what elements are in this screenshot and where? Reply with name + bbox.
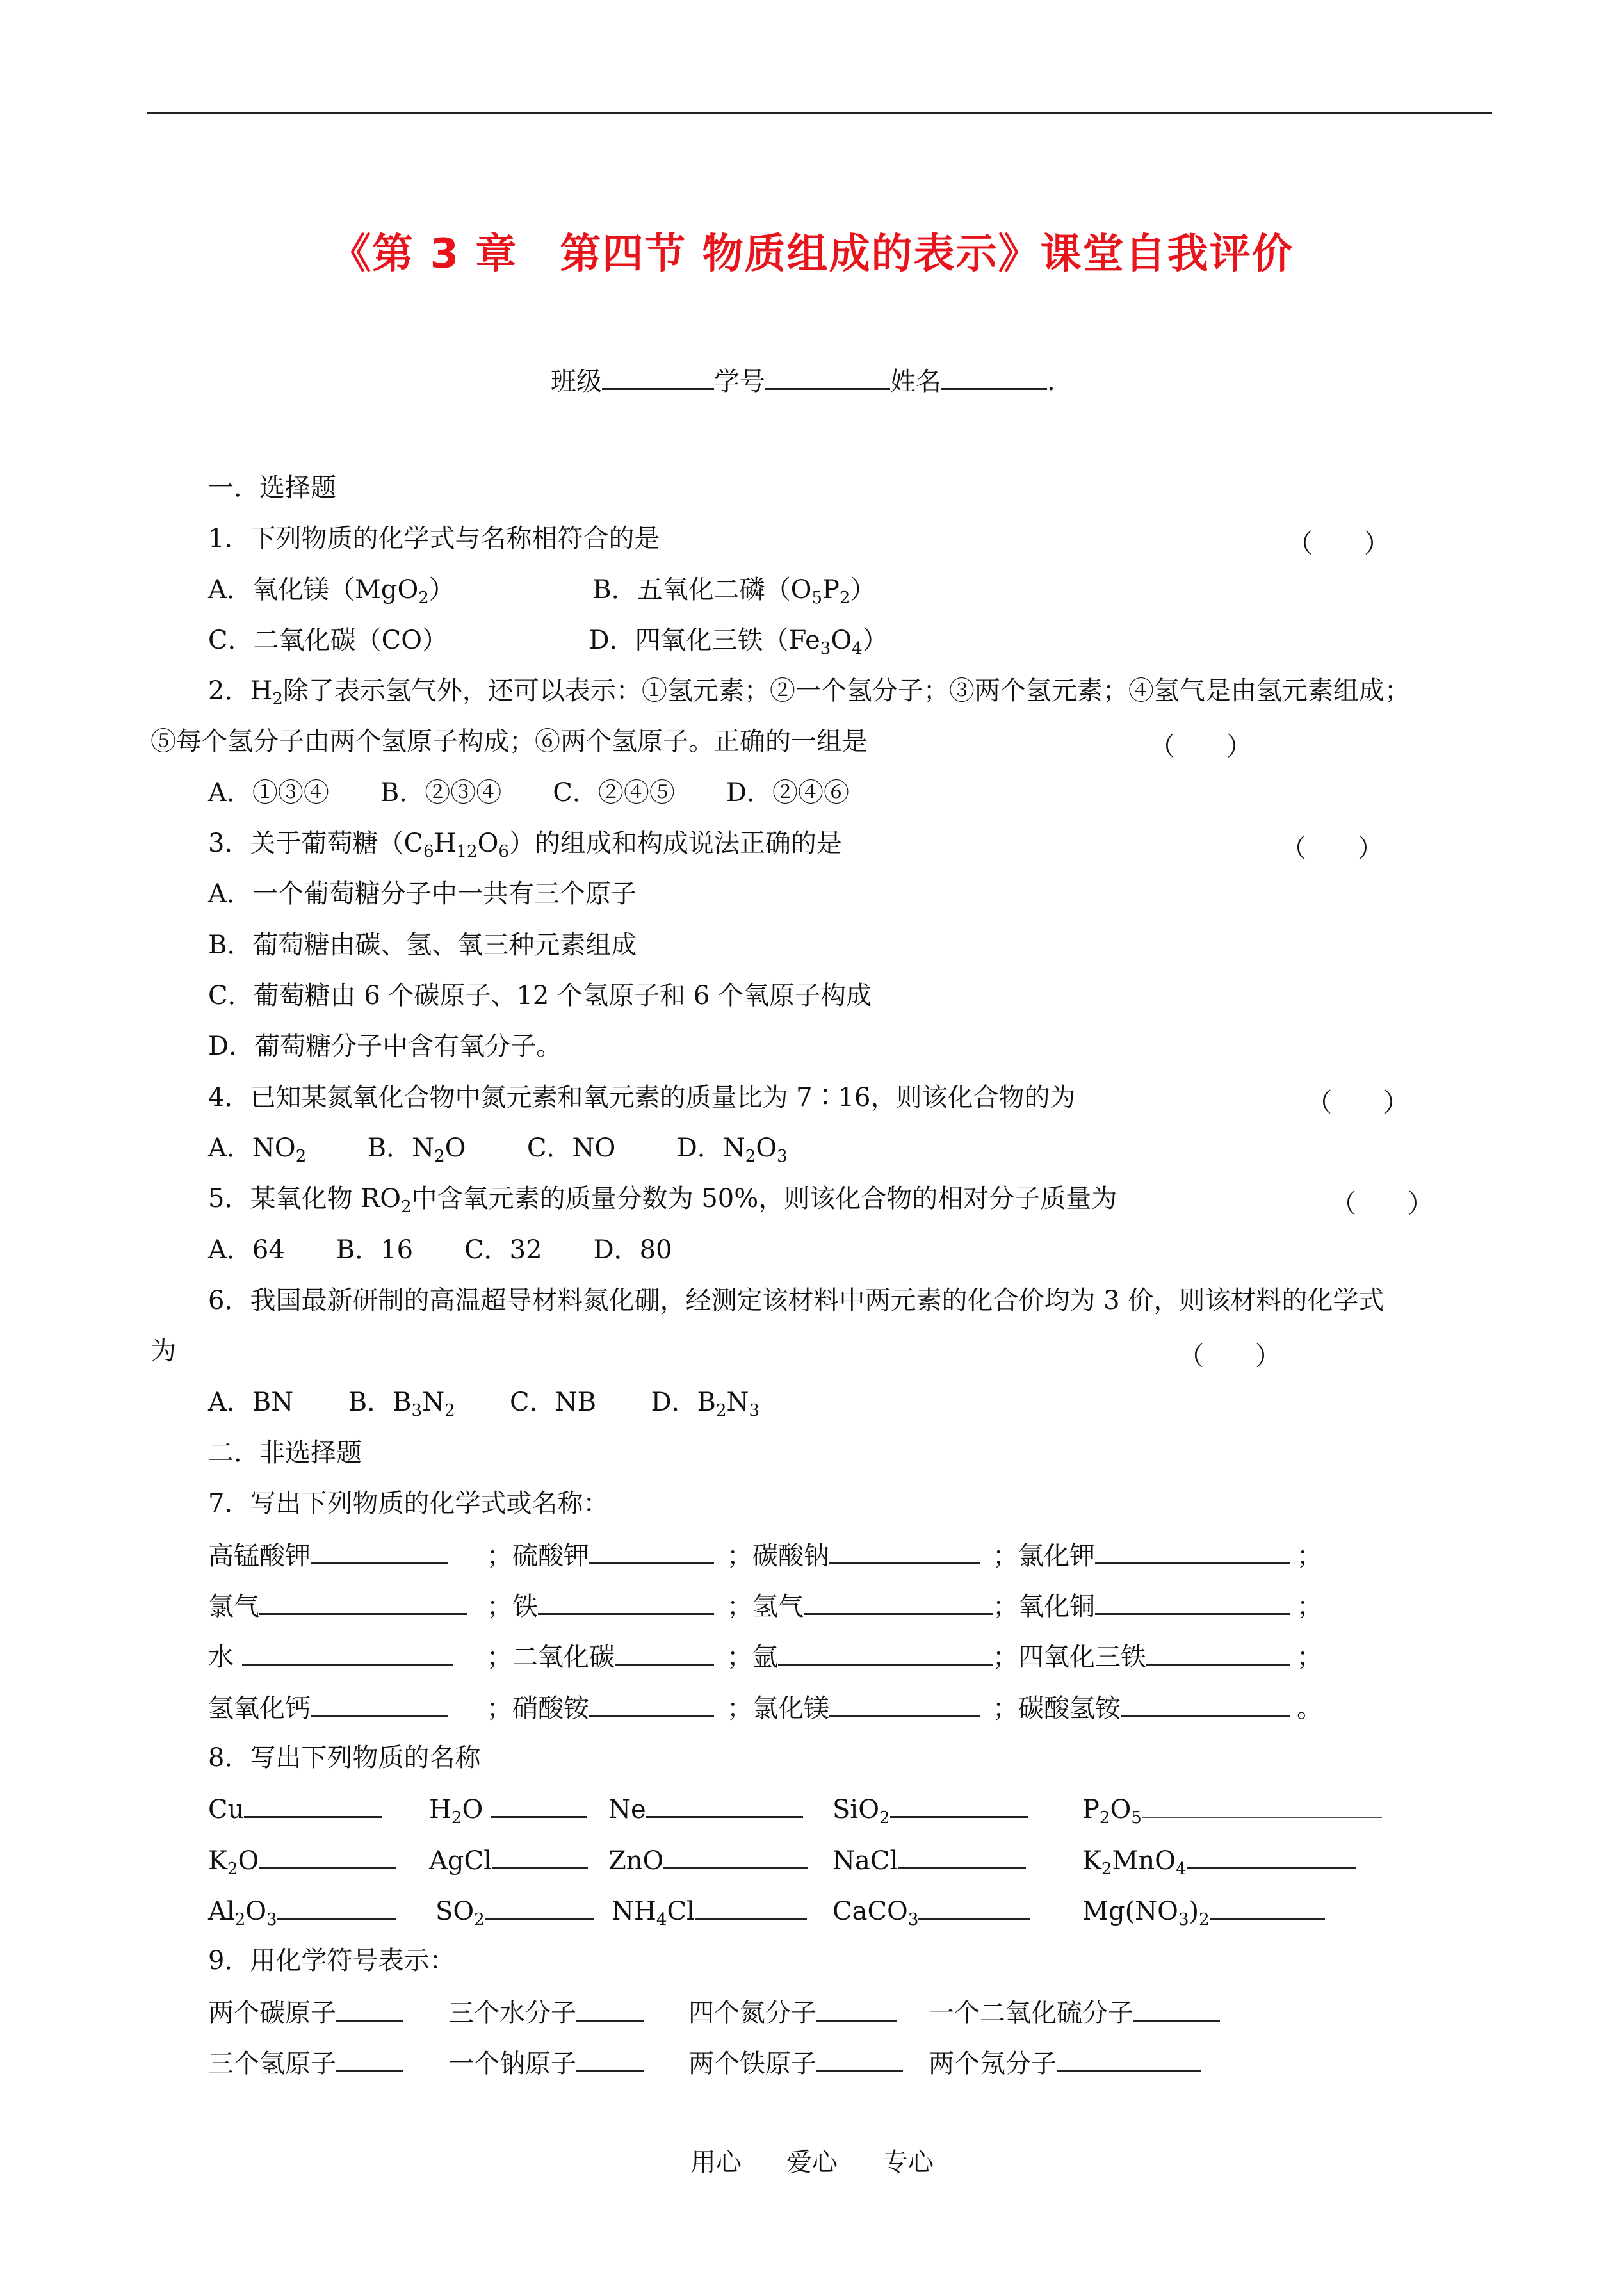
- page-footer: [0, 2142, 1624, 2178]
- answer-blank[interactable]: [242, 1641, 453, 1666]
- q3-stem: 3．关于葡萄糖$(C_6H_{12}O_6)$的组成和构成说法正确的是: [208, 829, 842, 861]
- answer-blank[interactable]: [646, 1793, 803, 1818]
- student-info-line: 班级 学号 姓名 .: [551, 365, 1055, 397]
- q3-option-c: C．葡萄糖由 6 个碳原子、12 个氢原子和 6 个氧原子构成: [208, 981, 872, 1010]
- answer-blank[interactable]: [538, 1590, 714, 1615]
- answer-blank[interactable]: [244, 1793, 382, 1818]
- answer-blank[interactable]: [1187, 1844, 1356, 1869]
- q8-row-3: $Al_2O_3$ $SO_2$ $NH_4Cl$ CaCO$_3$ $Mg(NO_3)_2$: [208, 1895, 1325, 1930]
- answer-blank[interactable]: [576, 1997, 644, 2022]
- q6-stem-line2: 为: [150, 1336, 176, 1366]
- answer-blank[interactable]: [695, 1895, 807, 1920]
- q7-row-3: 水 ；二氧化碳 ；氩 ；四氧化三铁 ；: [208, 1641, 1322, 1673]
- q2-options: A．①③④ B．②③④ C．②④⑤ D．②④⑥: [208, 778, 849, 807]
- q1-answer-paren[interactable]: （ ）: [1287, 529, 1390, 558]
- footer-text: 用心: [690, 2148, 742, 2177]
- header-rule: [147, 112, 1492, 114]
- q5-answer-paren[interactable]: （ ）: [1331, 1189, 1433, 1219]
- answer-blank[interactable]: [816, 1997, 897, 2022]
- answer-blank[interactable]: [311, 1692, 448, 1717]
- q4-options: A．$NO_2$ B．$N_2O$ C．NO D．$N_2O_3$: [208, 1133, 788, 1166]
- answer-blank[interactable]: [663, 1844, 808, 1869]
- answer-blank[interactable]: [336, 2047, 403, 2072]
- answer-blank[interactable]: [336, 1997, 403, 2022]
- q6-stem-line1: 6．我国最新研制的高温超导材料氮化硼，经测定该材料中两元素的化合价均为 3 价，则该材料的化学式: [208, 1286, 1384, 1315]
- answer-blank[interactable]: [589, 1692, 714, 1717]
- q9-row-2: 三个氢原子 一个钠原子 两个铁原子 两个氖分子: [208, 2047, 1201, 2079]
- q8-stem: 8．写出下列物质的名称: [208, 1743, 481, 1772]
- q3-option-d: D．葡萄糖分子中含有氧分子。: [208, 1032, 562, 1061]
- q6-options: A．BN B．$B_3N_2$ C．NB D．$B_2N_3$: [208, 1388, 760, 1420]
- answer-blank[interactable]: [615, 1641, 714, 1666]
- answer-blank[interactable]: [311, 1539, 448, 1564]
- answer-blank[interactable]: [1121, 1692, 1290, 1717]
- answer-blank[interactable]: [898, 1844, 1026, 1869]
- answer-blank[interactable]: [890, 1793, 1028, 1818]
- answer-blank[interactable]: [829, 1539, 980, 1564]
- q8-row-1: Cu $H_2O$ Ne SiO$_2$ $P_2O_5$: [208, 1793, 1382, 1828]
- footer-text: 爱心: [786, 2148, 838, 2177]
- answer-blank[interactable]: [1095, 1590, 1290, 1615]
- answer-blank[interactable]: [1133, 1997, 1220, 2022]
- q2-stem-line2: ⑤每个氢分子由两个氢原子构成；⑥两个氢原子。正确的一组是: [150, 727, 868, 756]
- answer-blank[interactable]: [1142, 1794, 1382, 1818]
- answer-blank[interactable]: [778, 1641, 993, 1666]
- q2-answer-paren[interactable]: （ ）: [1149, 732, 1252, 761]
- q7-row-2: 氯气 ；铁 ；氢气 ；氧化铜 ；: [208, 1590, 1322, 1622]
- answer-blank[interactable]: [492, 1844, 588, 1869]
- q5-options: A．64 B．16 C．32 D．80: [208, 1235, 672, 1265]
- answer-blank[interactable]: [804, 1590, 993, 1615]
- q8-row-2: $K_2O$ AgCl ZnO NaCl $K_2MnO_4$: [208, 1844, 1356, 1879]
- section-heading-nonchoice: 二．非选择题: [208, 1438, 362, 1468]
- answer-blank[interactable]: [1210, 1895, 1325, 1920]
- q2-stem-line1: 2．$H_2$除了表示氢气外，还可以表示：①氢元素；②一个氢分子；③两个氢元素；④氢气是由氢元素组成；: [208, 676, 1410, 709]
- number-blank[interactable]: [765, 365, 890, 390]
- number-label: 学号: [714, 367, 765, 396]
- answer-blank[interactable]: [829, 1692, 980, 1717]
- name-blank[interactable]: [941, 365, 1047, 390]
- answer-blank[interactable]: [485, 1895, 594, 1920]
- section-heading-choice: 一．选择题: [208, 473, 336, 503]
- class-blank[interactable]: [602, 365, 714, 390]
- answer-blank[interactable]: [589, 1539, 714, 1564]
- answer-blank[interactable]: [1146, 1641, 1290, 1666]
- answer-blank[interactable]: [918, 1895, 1030, 1920]
- q1-options-ab: A．氧化镁（MgO$_2$） B．五氧化二磷$(O_5P_2)$: [208, 575, 876, 608]
- footer-text: 专心: [882, 2148, 934, 2177]
- answer-blank[interactable]: [259, 1844, 396, 1869]
- q7-stem: 7．写出下列物质的化学式或名称：: [208, 1489, 609, 1518]
- q3-option-b: B．葡萄糖由碳、氢、氧三种元素组成: [208, 930, 637, 960]
- q9-row-1: 两个碳原子 三个水分子 四个氮分子 一个二氧化硫分子: [208, 1997, 1220, 2029]
- answer-blank[interactable]: [576, 2047, 644, 2072]
- name-label: 姓名: [890, 367, 941, 396]
- q4-answer-paren[interactable]: （ ）: [1306, 1088, 1409, 1117]
- q3-option-a: A．一个葡萄糖分子中一共有三个原子: [208, 879, 637, 909]
- q7-row-1: 高锰酸钾 ；硫酸钾 ；碳酸钠 ；氯化钾 ；: [208, 1539, 1322, 1571]
- answer-blank[interactable]: [1095, 1539, 1290, 1564]
- page-title: 《第 3 章 第四节 物质组成的表示》课堂自我评价: [330, 231, 1294, 278]
- answer-blank[interactable]: [277, 1895, 396, 1920]
- q9-stem: 9．用化学符号表示：: [208, 1946, 455, 1975]
- answer-blank[interactable]: [816, 2047, 903, 2072]
- q6-answer-paren[interactable]: （ ）: [1178, 1342, 1281, 1371]
- answer-blank[interactable]: [259, 1590, 467, 1615]
- q3-answer-paren[interactable]: （ ）: [1281, 834, 1383, 863]
- class-label: 班级: [551, 367, 602, 396]
- q1-options-cd: C．二氧化碳（CO） D．四氧化三铁$(Fe_3O_4)$: [208, 626, 888, 658]
- answer-blank[interactable]: [491, 1793, 587, 1818]
- q7-row-4: 氢氧化钙 ；硝酸铵 ；氯化镁 ；碳酸氢铵 。: [208, 1692, 1322, 1724]
- q4-stem: 4．已知某氮氧化合物中氮元素和氧元素的质量比为 7∶16，则该化合物的为: [208, 1083, 1076, 1112]
- answer-blank[interactable]: [1057, 2047, 1201, 2072]
- q5-stem: 5．某氧化物 $RO_2$中含氧元素的质量分数为 50%，则该化合物的相对分子质量为: [208, 1184, 1117, 1217]
- q1-stem: 1．下列物质的化学式与名称相符合的是: [208, 524, 660, 553]
